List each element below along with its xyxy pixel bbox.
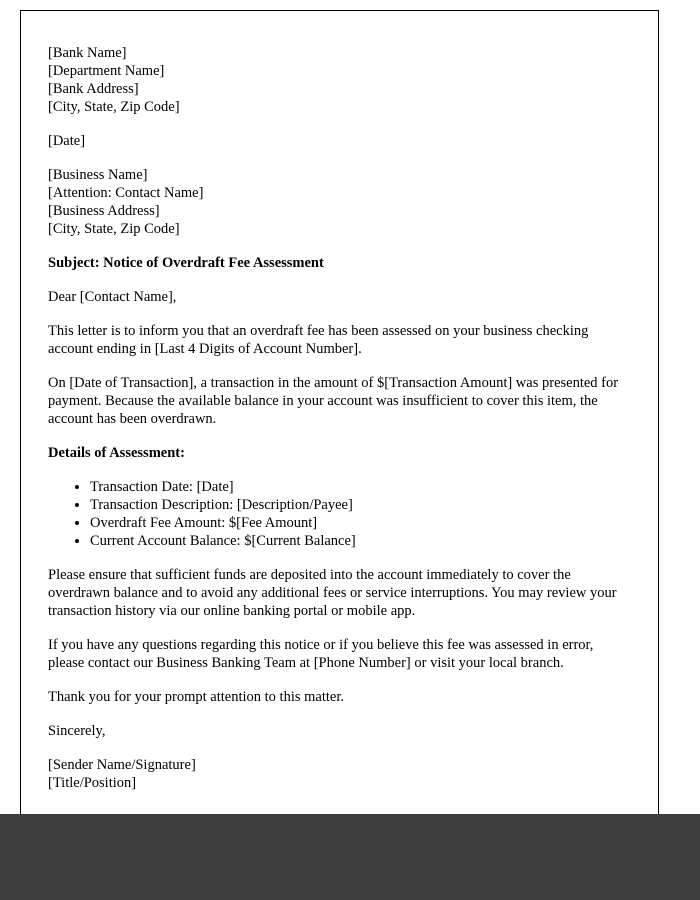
paragraph-intro: This letter is to inform you that an overdraft fee has been assessed on your business checking account ending in [Last 4 Digits of Account Number]. xyxy=(48,323,589,357)
subject-line: Subject: Notice of Overdraft Fee Assessment xyxy=(48,255,324,271)
recipient-city-state-zip: [City, State, Zip Code] xyxy=(48,221,180,237)
details-list xyxy=(48,478,632,550)
sender-bank-name: [Bank Name] xyxy=(48,45,127,61)
recipient-attention-line: [Attention: Contact Name] xyxy=(48,185,204,201)
list-item-transaction-date: • Transaction Date: [Date] xyxy=(90,478,632,496)
page-cutoff-background xyxy=(0,814,700,900)
sender-department-name: [Department Name] xyxy=(48,63,165,79)
signature-block xyxy=(48,756,632,792)
list-item-overdraft-fee-amount: • Overdraft Fee Amount: $[Fee Amount] xyxy=(90,514,632,532)
list-item-current-account-balance: • Current Account Balance: $[Current Balance] xyxy=(90,532,632,550)
recipient-business-address: [Business Address] xyxy=(48,203,160,219)
paragraph-thanks: Thank you for your prompt attention to this matter. xyxy=(48,689,344,705)
details-heading: Details of Assessment: xyxy=(48,445,185,461)
date-line: [Date] xyxy=(48,133,86,149)
letter-content xyxy=(21,11,658,792)
sender-city-state-zip: [City, State, Zip Code] xyxy=(48,99,180,115)
paragraph-funds: Please ensure that sufficient funds are deposited into the account immediately to cover the overdrawn balance and to avoid any additional fees or service interruptions. You may review your transaction history via our online banking portal or mobile app. xyxy=(48,567,617,619)
sender-address-block xyxy=(48,44,632,116)
recipient-business-name: [Business Name] xyxy=(48,167,148,183)
recipient-address-block xyxy=(48,166,632,238)
paragraph-transaction: On [Date of Transaction], a transaction in the amount of $[Transaction Amount] was presented for payment. Because the available balance in your account was insufficient to cover this item, the account has been overdrawn. xyxy=(48,375,619,427)
document-page xyxy=(20,10,659,900)
paragraph-questions: If you have any questions regarding this notice or if you believe this fee was assessed in error, please contact our Business Banking Team at [Phone Number] or visit your local branch. xyxy=(48,637,594,671)
closing-line: Sincerely, xyxy=(48,723,106,739)
sender-bank-address: [Bank Address] xyxy=(48,81,139,97)
salutation: Dear [Contact Name], xyxy=(48,289,177,305)
signature-sender-name: [Sender Name/Signature] xyxy=(48,757,196,773)
list-item-transaction-description: • Transaction Description: [Description/Payee] xyxy=(90,496,632,514)
signature-title-position: [Title/Position] xyxy=(48,775,137,791)
